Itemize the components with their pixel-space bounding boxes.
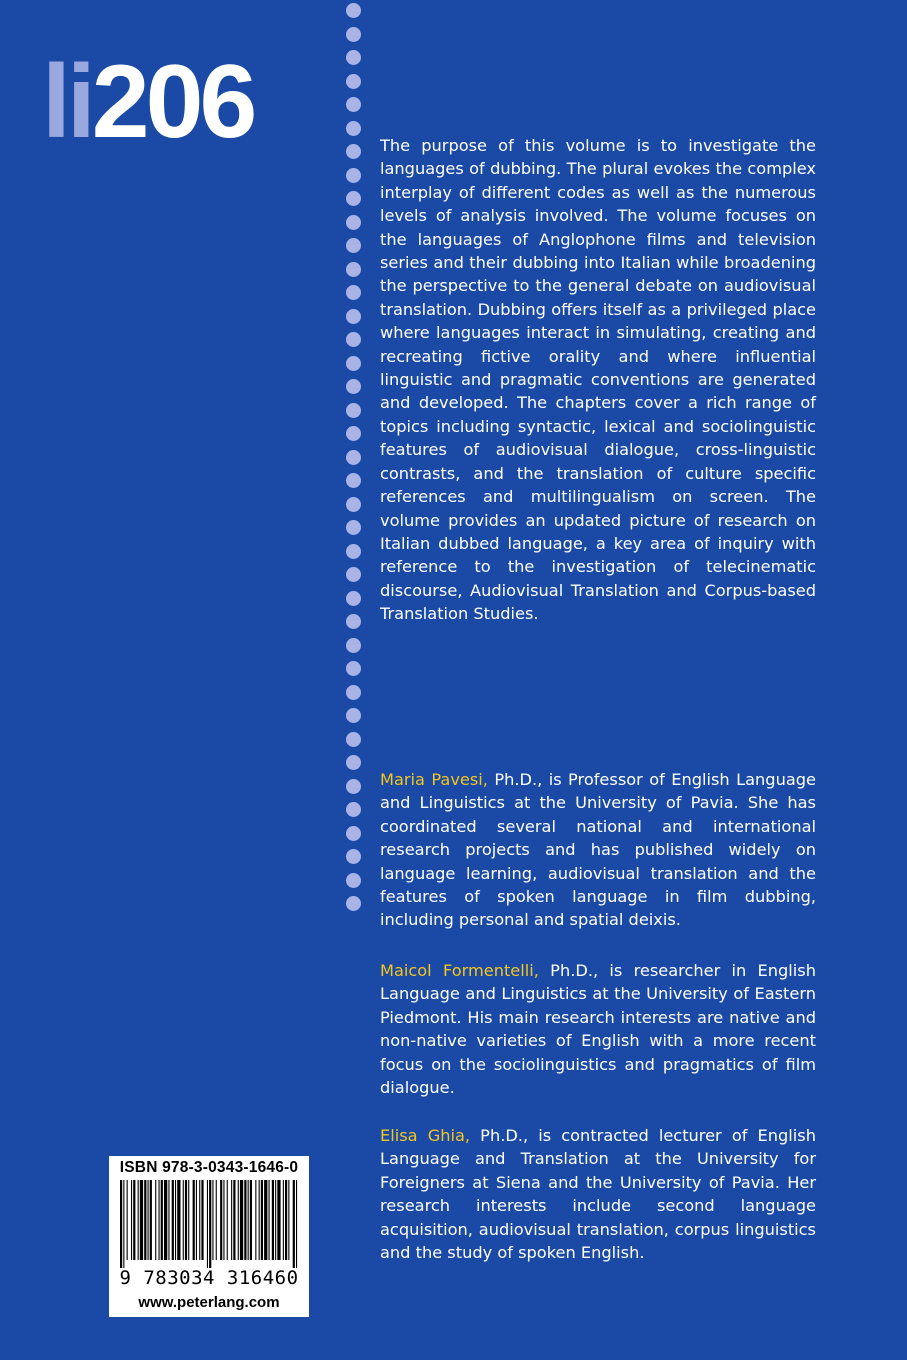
decorative-dot — [346, 238, 361, 253]
barcode-bar — [231, 1180, 232, 1260]
decorative-dot — [346, 591, 361, 606]
barcode-bar — [201, 1180, 203, 1260]
barcode-bar — [244, 1180, 246, 1260]
barcode-bar — [161, 1180, 163, 1260]
barcode-bar — [127, 1180, 128, 1260]
decorative-dot — [346, 873, 361, 888]
barcode-bar — [159, 1180, 160, 1260]
barcode-bar — [172, 1180, 174, 1260]
decorative-dot — [346, 473, 361, 488]
barcode-bar — [288, 1180, 289, 1260]
isbn-label: ISBN 978-3-0343-1646-0 — [119, 1159, 299, 1176]
decorative-dot — [346, 497, 361, 512]
barcode-bar — [123, 1180, 124, 1268]
barcode-bar — [238, 1180, 239, 1260]
decorative-dot — [346, 614, 361, 629]
barcode-bar — [120, 1180, 122, 1268]
barcode-bar — [164, 1180, 167, 1260]
author-name: Maicol Formentelli, — [380, 961, 539, 980]
decorative-dot — [346, 661, 361, 676]
decorative-dot — [346, 638, 361, 653]
barcode-bar — [168, 1180, 169, 1260]
decorative-dot — [346, 685, 361, 700]
decorative-dot — [346, 309, 361, 324]
author-bio-text: Ph.D., is researcher in English Language and Linguistics at the University of Eastern Piedmont. His main research interests are native and non-native varieties of English with a more recent focus on the sociolinguistics and pragmatics of film dialogue. — [380, 961, 816, 1098]
decorative-dot — [346, 215, 361, 230]
barcode-bar — [196, 1180, 197, 1260]
decorative-dot — [346, 896, 361, 911]
barcode-bar — [185, 1180, 187, 1260]
barcode-bar — [272, 1180, 274, 1260]
barcode-bar — [188, 1180, 189, 1260]
barcode-bar — [193, 1180, 195, 1260]
decorative-dot — [346, 144, 361, 159]
decorative-dot — [346, 50, 361, 65]
barcode-bar — [220, 1180, 222, 1260]
barcode-bar — [133, 1180, 135, 1260]
author-bio-ghia — [380, 1124, 816, 1264]
barcode-bar — [199, 1180, 200, 1260]
decorative-dot — [346, 403, 361, 418]
decorative-dot — [346, 708, 361, 723]
decorative-dot — [346, 262, 361, 277]
series-logo — [42, 44, 254, 160]
barcode-bar — [296, 1180, 297, 1268]
decorative-dot — [346, 97, 361, 112]
author-bio-pavesi — [380, 768, 816, 932]
decorative-dot — [346, 74, 361, 89]
decorative-dot — [346, 426, 361, 441]
barcode-icon — [120, 1180, 298, 1268]
decorative-dot — [346, 356, 361, 371]
barcode-bar — [183, 1180, 184, 1260]
series-logo-prefix: li — [42, 44, 92, 160]
decorative-dot — [346, 802, 361, 817]
decorative-dot — [346, 168, 361, 183]
barcode-bar — [264, 1180, 267, 1260]
author-bio-text: Ph.D., is contracted lecturer of English Language and Translation at the University for Foreigners at Siena and the University of Pavia. Her research interests include second language acquisition, audiovisual translation, corpus linguistics and the study of spoken English. — [380, 1126, 816, 1263]
author-name: Maria Pavesi, — [380, 770, 488, 789]
barcode-bar — [209, 1180, 211, 1268]
decorative-dot — [346, 779, 361, 794]
barcode-bar — [255, 1180, 256, 1260]
barcode-bar — [277, 1180, 280, 1260]
barcode-bar — [150, 1180, 152, 1260]
barcode-bar — [248, 1180, 249, 1260]
barcode-bar — [227, 1180, 228, 1260]
author-name: Elisa Ghia, — [380, 1126, 471, 1145]
publisher-url[interactable]: www.peterlang.com — [138, 1294, 280, 1311]
decorative-dot — [346, 567, 361, 582]
barcode-bar — [144, 1180, 146, 1260]
barcode-bar — [250, 1180, 252, 1260]
barcode-bar — [216, 1180, 217, 1260]
series-logo-number: 206 — [91, 44, 254, 160]
decorative-dot — [346, 332, 361, 347]
barcode-digits: 9 783034 316460 — [119, 1267, 299, 1289]
barcode-bar — [148, 1180, 149, 1260]
decorative-dot — [346, 520, 361, 535]
barcode-bar — [275, 1180, 276, 1260]
isbn-barcode-block — [109, 1156, 309, 1317]
decorative-dot — [346, 849, 361, 864]
barcode-bar — [283, 1180, 284, 1260]
barcode-bar — [259, 1180, 260, 1260]
author-bio-formentelli — [380, 959, 816, 1099]
decorative-dot — [346, 826, 361, 841]
author-bio-text: Ph.D., is Professor of English Language and Linguistics at the University of Pavia. She has coordinated several national and international research projects and has published widely on language learning, audiovisual translation and the features of spoken language in film dubbing, including personal and spatial deixis. — [380, 770, 816, 930]
decorative-dot — [346, 755, 361, 770]
barcode-bar — [269, 1180, 270, 1260]
barcode-bar — [138, 1180, 139, 1260]
barcode-bar — [155, 1180, 156, 1260]
decorative-dot — [346, 732, 361, 747]
barcode-bar — [261, 1180, 263, 1260]
barcode-bar — [233, 1180, 235, 1260]
barcode-bar — [240, 1180, 243, 1260]
barcode-bar — [223, 1180, 224, 1260]
barcode-bar — [293, 1180, 295, 1268]
barcode-bar — [207, 1180, 208, 1268]
decorative-dot — [346, 450, 361, 465]
decorative-dot — [346, 3, 361, 18]
decorative-dot — [346, 191, 361, 206]
barcode-bar — [175, 1180, 176, 1260]
barcode-bar — [131, 1180, 132, 1260]
barcode-bar — [285, 1180, 287, 1260]
decorative-dot — [346, 544, 361, 559]
barcode-bar — [212, 1180, 213, 1260]
decorative-dot — [346, 285, 361, 300]
book-abstract: The purpose of this volume is to investigate the languages of dubbing. The plural evokes the complex interplay of different codes as well as the numerous levels of analysis involved. The volume focuses on the languages of Anglophone films and television series and their dubbing into Italian while broadening the perspective to the general debate on audiovisual translation. Dubbing offers itself as a privileged place where languages interact in simulating, creating and recreating fictive orality and where influential linguistic and pragmatic conventions are generated and developed. The chapters cover a rich range of topics including syntactic, lexical and sociolinguistic features of audiovisual dialogue, cross-linguistic contrasts, and the translation of culture specific references and multilingualism on screen. The volume provides an updated picture of research on Italian dubbed language, a key area of inquiry with reference to the investigation of telecinematic discourse, Audiovisual Translation and Corpus-based Translation Studies. — [380, 136, 816, 624]
decorative-dot — [346, 27, 361, 42]
decorative-dot — [346, 121, 361, 136]
barcode-bar — [177, 1180, 180, 1260]
barcode-bar — [140, 1180, 143, 1260]
decorative-dot — [346, 379, 361, 394]
